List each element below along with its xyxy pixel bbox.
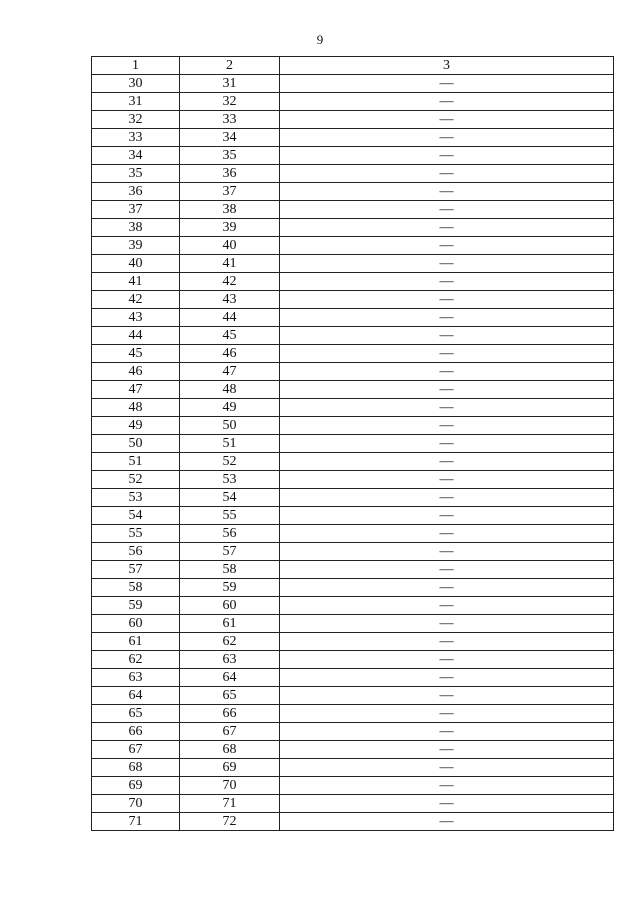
table-cell-col-3: — bbox=[280, 165, 614, 183]
table-cell-col-3: — bbox=[280, 705, 614, 723]
table-cell-col-3: — bbox=[280, 597, 614, 615]
table-row bbox=[92, 813, 614, 831]
table-row bbox=[92, 561, 614, 579]
table-cell-col-1: 59 bbox=[92, 597, 180, 615]
table-cell-col-1: 69 bbox=[92, 777, 180, 795]
table-cell-col-2: 38 bbox=[180, 201, 280, 219]
table-cell-col-1: 31 bbox=[92, 93, 180, 111]
table-cell-col-1: 65 bbox=[92, 705, 180, 723]
table-cell-col-3: — bbox=[280, 417, 614, 435]
table-cell-col-3: — bbox=[280, 273, 614, 291]
table-cell-col-1: 41 bbox=[92, 273, 180, 291]
table-cell-col-1: 45 bbox=[92, 345, 180, 363]
table-row bbox=[92, 363, 614, 381]
table-cell-col-1: 53 bbox=[92, 489, 180, 507]
table-cell-col-1: 67 bbox=[92, 741, 180, 759]
table-cell-col-1: 68 bbox=[92, 759, 180, 777]
table-row bbox=[92, 489, 614, 507]
table-cell-col-2: 71 bbox=[180, 795, 280, 813]
table-cell-col-2: 44 bbox=[180, 309, 280, 327]
table-cell-col-1: 43 bbox=[92, 309, 180, 327]
table-cell-col-2: 37 bbox=[180, 183, 280, 201]
table-cell-col-3: — bbox=[280, 759, 614, 777]
table-cell-col-3: — bbox=[280, 183, 614, 201]
table-cell-col-2: 35 bbox=[180, 147, 280, 165]
table-cell-col-3: — bbox=[280, 543, 614, 561]
table-header bbox=[92, 57, 614, 75]
table-row bbox=[92, 111, 614, 129]
table-cell-col-2: 33 bbox=[180, 111, 280, 129]
table-row bbox=[92, 777, 614, 795]
table-cell-col-2: 46 bbox=[180, 345, 280, 363]
table-row bbox=[92, 345, 614, 363]
table-cell-col-3: — bbox=[280, 435, 614, 453]
table-row bbox=[92, 525, 614, 543]
table-cell-col-1: 50 bbox=[92, 435, 180, 453]
table-cell-col-2: 45 bbox=[180, 327, 280, 345]
table-cell-col-3: — bbox=[280, 309, 614, 327]
table-row bbox=[92, 687, 614, 705]
table-cell-col-2: 39 bbox=[180, 219, 280, 237]
table-cell-col-3: — bbox=[280, 111, 614, 129]
table-cell-col-1: 30 bbox=[92, 75, 180, 93]
table-cell-col-3: — bbox=[280, 399, 614, 417]
table-cell-col-2: 36 bbox=[180, 165, 280, 183]
table-cell-col-2: 49 bbox=[180, 399, 280, 417]
table-cell-col-3: — bbox=[280, 219, 614, 237]
table-row bbox=[92, 597, 614, 615]
table-row bbox=[92, 723, 614, 741]
table-cell-col-1: 58 bbox=[92, 579, 180, 597]
table-cell-col-1: 70 bbox=[92, 795, 180, 813]
table-cell-col-2: 31 bbox=[180, 75, 280, 93]
table-row bbox=[92, 633, 614, 651]
table-row bbox=[92, 543, 614, 561]
table-row bbox=[92, 147, 614, 165]
table-row bbox=[92, 651, 614, 669]
table-row bbox=[92, 579, 614, 597]
table-row bbox=[92, 165, 614, 183]
table-row bbox=[92, 669, 614, 687]
table-cell-col-2: 34 bbox=[180, 129, 280, 147]
table-cell-col-3: — bbox=[280, 345, 614, 363]
table-cell-col-2: 40 bbox=[180, 237, 280, 255]
table-cell-col-3: — bbox=[280, 615, 614, 633]
table-row bbox=[92, 183, 614, 201]
table-cell-col-2: 67 bbox=[180, 723, 280, 741]
table-cell-col-2: 66 bbox=[180, 705, 280, 723]
header-row bbox=[92, 57, 614, 75]
table-cell-col-1: 48 bbox=[92, 399, 180, 417]
table-row bbox=[92, 399, 614, 417]
table-cell-col-2: 72 bbox=[180, 813, 280, 831]
table-cell-col-3: — bbox=[280, 453, 614, 471]
table-cell-col-1: 38 bbox=[92, 219, 180, 237]
table-cell-col-1: 34 bbox=[92, 147, 180, 165]
table-row bbox=[92, 471, 614, 489]
table-cell-col-3: — bbox=[280, 813, 614, 831]
table-cell-col-1: 42 bbox=[92, 291, 180, 309]
table-cell-col-1: 36 bbox=[92, 183, 180, 201]
table-row bbox=[92, 615, 614, 633]
table-cell-col-2: 42 bbox=[180, 273, 280, 291]
table-row bbox=[92, 327, 614, 345]
table-cell-col-1: 33 bbox=[92, 129, 180, 147]
table-row bbox=[92, 237, 614, 255]
table-row bbox=[92, 507, 614, 525]
table-cell-col-3: — bbox=[280, 579, 614, 597]
table-cell-col-3: — bbox=[280, 93, 614, 111]
table-cell-col-1: 62 bbox=[92, 651, 180, 669]
table-cell-col-3: — bbox=[280, 633, 614, 651]
table-cell-col-3: — bbox=[280, 507, 614, 525]
table-cell-col-3: — bbox=[280, 471, 614, 489]
table-cell-col-3: — bbox=[280, 201, 614, 219]
table-cell-col-2: 53 bbox=[180, 471, 280, 489]
table-cell-col-2: 54 bbox=[180, 489, 280, 507]
table-cell-col-3: — bbox=[280, 255, 614, 273]
table-row bbox=[92, 795, 614, 813]
table-cell-col-3: — bbox=[280, 489, 614, 507]
table-cell-col-1: 66 bbox=[92, 723, 180, 741]
table-cell-col-1: 60 bbox=[92, 615, 180, 633]
table-cell-col-2: 57 bbox=[180, 543, 280, 561]
column-header-3: 3 bbox=[280, 57, 614, 75]
table-cell-col-1: 46 bbox=[92, 363, 180, 381]
table-row bbox=[92, 219, 614, 237]
table-cell-col-1: 51 bbox=[92, 453, 180, 471]
table-row bbox=[92, 705, 614, 723]
table-cell-col-3: — bbox=[280, 687, 614, 705]
table-cell-col-1: 40 bbox=[92, 255, 180, 273]
table-cell-col-1: 49 bbox=[92, 417, 180, 435]
table-cell-col-1: 32 bbox=[92, 111, 180, 129]
table-cell-col-2: 64 bbox=[180, 669, 280, 687]
table-cell-col-3: — bbox=[280, 669, 614, 687]
table-row bbox=[92, 129, 614, 147]
table-cell-col-3: — bbox=[280, 381, 614, 399]
column-header-1: 1 bbox=[92, 57, 180, 75]
table-row bbox=[92, 291, 614, 309]
table-row bbox=[92, 417, 614, 435]
table-cell-col-1: 47 bbox=[92, 381, 180, 399]
table-cell-col-3: — bbox=[280, 723, 614, 741]
table-cell-col-3: — bbox=[280, 327, 614, 345]
table-row bbox=[92, 75, 614, 93]
table-cell-col-3: — bbox=[280, 129, 614, 147]
table-cell-col-3: — bbox=[280, 291, 614, 309]
table-cell-col-3: — bbox=[280, 75, 614, 93]
table-cell-col-2: 68 bbox=[180, 741, 280, 759]
table-cell-col-2: 50 bbox=[180, 417, 280, 435]
table-row bbox=[92, 201, 614, 219]
table-cell-col-2: 51 bbox=[180, 435, 280, 453]
table-cell-col-2: 47 bbox=[180, 363, 280, 381]
table-row bbox=[92, 255, 614, 273]
table-cell-col-2: 43 bbox=[180, 291, 280, 309]
table-row bbox=[92, 93, 614, 111]
table-cell-col-3: — bbox=[280, 237, 614, 255]
table-cell-col-1: 64 bbox=[92, 687, 180, 705]
table-cell-col-1: 37 bbox=[92, 201, 180, 219]
table-row bbox=[92, 435, 614, 453]
table-cell-col-1: 61 bbox=[92, 633, 180, 651]
table-row bbox=[92, 453, 614, 471]
table-cell-col-2: 56 bbox=[180, 525, 280, 543]
table-cell-col-2: 65 bbox=[180, 687, 280, 705]
table-row bbox=[92, 381, 614, 399]
table-cell-col-3: — bbox=[280, 525, 614, 543]
table-cell-col-1: 57 bbox=[92, 561, 180, 579]
table-cell-col-2: 61 bbox=[180, 615, 280, 633]
table-cell-col-2: 48 bbox=[180, 381, 280, 399]
table-cell-col-1: 35 bbox=[92, 165, 180, 183]
table-cell-col-1: 44 bbox=[92, 327, 180, 345]
table-cell-col-2: 60 bbox=[180, 597, 280, 615]
table-cell-col-2: 41 bbox=[180, 255, 280, 273]
table-cell-col-1: 63 bbox=[92, 669, 180, 687]
table-cell-col-1: 39 bbox=[92, 237, 180, 255]
table-cell-col-2: 58 bbox=[180, 561, 280, 579]
data-table bbox=[91, 56, 614, 831]
table-cell-col-1: 55 bbox=[92, 525, 180, 543]
table-cell-col-2: 32 bbox=[180, 93, 280, 111]
page-number: 9 bbox=[316, 32, 324, 47]
table-cell-col-3: — bbox=[280, 795, 614, 813]
table-row bbox=[92, 759, 614, 777]
table-cell-col-2: 62 bbox=[180, 633, 280, 651]
column-header-2: 2 bbox=[180, 57, 280, 75]
table-cell-col-3: — bbox=[280, 777, 614, 795]
table-row bbox=[92, 309, 614, 327]
table-row bbox=[92, 273, 614, 291]
table-cell-col-2: 63 bbox=[180, 651, 280, 669]
table-cell-col-3: — bbox=[280, 741, 614, 759]
table-cell-col-2: 52 bbox=[180, 453, 280, 471]
table-cell-col-1: 52 bbox=[92, 471, 180, 489]
table-cell-col-1: 54 bbox=[92, 507, 180, 525]
table-cell-col-3: — bbox=[280, 651, 614, 669]
table-row bbox=[92, 741, 614, 759]
table-cell-col-2: 70 bbox=[180, 777, 280, 795]
table-cell-col-3: — bbox=[280, 561, 614, 579]
table-cell-col-1: 71 bbox=[92, 813, 180, 831]
table-cell-col-1: 56 bbox=[92, 543, 180, 561]
table-cell-col-3: — bbox=[280, 147, 614, 165]
table-cell-col-2: 59 bbox=[180, 579, 280, 597]
table-cell-col-2: 55 bbox=[180, 507, 280, 525]
table-body bbox=[92, 75, 614, 831]
table-cell-col-3: — bbox=[280, 363, 614, 381]
table-cell-col-2: 69 bbox=[180, 759, 280, 777]
